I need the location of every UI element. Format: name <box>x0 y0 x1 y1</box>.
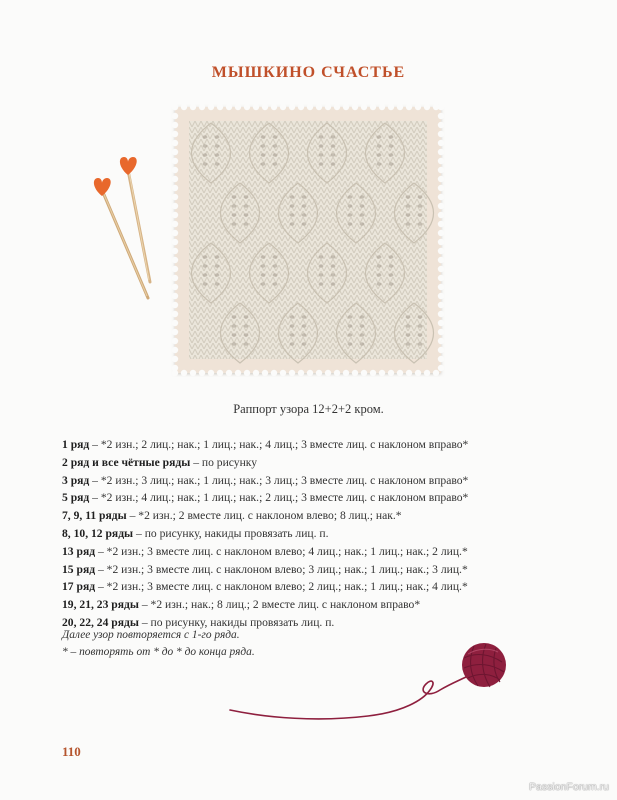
instruction-row <box>62 507 582 525</box>
row-text: – *2 изн.; 3 вместе лиц. с наклоном влево; 4 лиц.; нак.; 1 лиц.; нак.; 2 лиц.* <box>95 544 468 558</box>
instruction-row <box>62 561 582 579</box>
knitted-lace-swatch-image <box>171 103 445 377</box>
yarn-ball-icon <box>228 640 528 730</box>
row-label: 1 ряд <box>62 438 90 451</box>
instruction-row <box>62 489 582 507</box>
page-number: 110 <box>62 744 81 759</box>
pattern-repeat-caption: Раппорт узора 12+2+2 кром. <box>233 402 384 416</box>
row-text: – по рисунку, накиды провязать лиц. п. <box>138 615 335 629</box>
row-text: – по рисунку, накиды провязать лиц. п. <box>133 526 329 540</box>
row-label: 7, 9, 11 ряды <box>62 509 127 523</box>
instruction-row <box>62 454 582 472</box>
row-text: – *2 изн.; 2 лиц.; нак.; 1 лиц.; нак.; 4 лиц.; 3 вместе лиц. с наклоном вправо* <box>89 438 469 451</box>
row-label: 3 ряд <box>62 473 90 487</box>
row-label: 19, 21, 23 ряды <box>62 598 139 612</box>
row-label: 5 ряд <box>62 491 90 505</box>
row-text: – *2 изн.; 3 вместе лиц. с наклоном влево; 3 лиц.; нак.; 1 лиц.; нак.; 3 лиц.* <box>95 562 468 576</box>
site-watermark: PassionForum.ru <box>529 781 609 793</box>
asterisk-note: * – повторять от * до * до конца ряда. <box>62 646 255 658</box>
page-title: МЫШКИНО СЧАСТЬЕ <box>211 64 406 81</box>
row-text: – *2 изн.; нак.; 8 лиц.; 2 вместе лиц. с наклоном вправо* <box>138 598 421 612</box>
instruction-row <box>62 543 582 561</box>
instruction-row <box>62 596 582 614</box>
row-instructions <box>62 436 582 632</box>
row-label: 20, 22, 24 ряды <box>62 615 139 629</box>
repeat-note: Далее узор повторяется с 1-го ряда. <box>62 629 240 641</box>
knitting-needles-heart-icon <box>90 150 160 305</box>
row-label: 17 ряд <box>62 580 96 594</box>
row-text: – *2 изн.; 2 вместе лиц. с наклоном влево; 8 лиц.; нак.* <box>126 509 402 523</box>
row-text: – по рисунку <box>190 455 258 469</box>
row-label: 2 ряд и все чётные ряды <box>62 455 191 469</box>
row-label: 13 ряд <box>62 544 96 558</box>
row-text: – *2 изн.; 4 лиц.; нак.; 1 лиц.; нак.; 2 лиц.; 3 вместе лиц. с наклоном вправо* <box>89 491 469 505</box>
instruction-row <box>62 436 582 454</box>
instruction-row <box>62 525 582 543</box>
swatch-stamp-frame <box>171 103 445 377</box>
row-label: 8, 10, 12 ряды <box>62 526 134 540</box>
row-text: – *2 изн.; 3 лиц.; нак.; 1 лиц.; нак.; 3 лиц.; 3 вместе лиц. с наклоном вправо* <box>89 473 469 487</box>
row-label: 15 ряд <box>62 562 96 576</box>
instruction-row <box>62 472 582 490</box>
instruction-row <box>62 578 582 596</box>
row-text: – *2 изн.; 3 вместе лиц. с наклоном влево; 2 лиц.; нак.; 1 лиц.; нак.; 4 лиц.* <box>95 580 468 594</box>
